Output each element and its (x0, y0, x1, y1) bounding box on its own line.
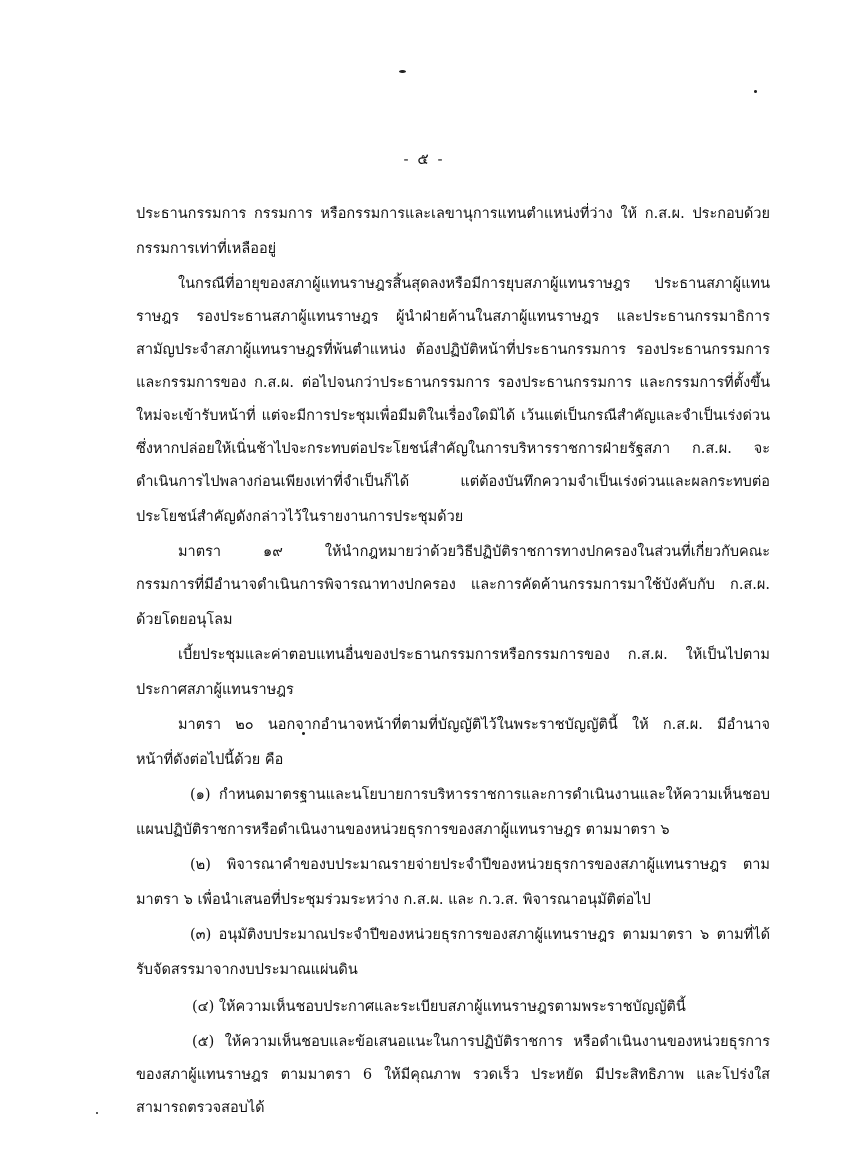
text-line: รับจัดสรรมาจากงบประมาณแผ่นดิน (136, 962, 358, 978)
text-line: มาตรา ๒๐ นอกจากอำนาจหน้าที่ตามที่บัญญัติไว้ในพระราชบัญญัตินี้ ให้ ก.ส.ผ. มีอำนาจ (178, 717, 770, 733)
paragraph (136, 989, 770, 1026)
document-body (136, 198, 770, 1125)
scan-speck (399, 70, 406, 73)
text-line: กรรมการเท่าที่เหลืออยู่ (136, 241, 277, 257)
text-line: มาตรา ๑๙ ให้นำกฎหมายว่าด้วยวิธีปฏิบัติราชการทางปกครองในส่วนที่เกี่ยวกับคณะ (178, 544, 770, 560)
text-line: (๑) กำหนดมาตรฐานและนโยบายการบริหารราชการและการดำเนินงานและให้ความเห็นชอบ (190, 787, 770, 803)
text-line: (๔) ให้ความเห็นชอบประกาศและระเบียบสภาผู้แทนราษฎรตามพระราชบัญญัตินี้ (192, 999, 686, 1015)
text-line: และกรรมการของ ก.ส.ผ. ต่อไปจนกว่าประธานกรรมการ รองประธานกรรมการ และกรรมการที่ตั้งขึ้น (136, 375, 770, 391)
text-line: หน้าที่ดังต่อไปนี้ด้วย คือ (136, 752, 284, 768)
paragraph (136, 709, 770, 779)
text-line: ราษฎร รองประธานสภาผู้แทนราษฎร ผู้นำฝ่ายค้านในสภาผู้แทนราษฎร และประธานกรรมาธิการ (136, 309, 770, 325)
paragraph (136, 1026, 770, 1125)
paragraph (136, 779, 770, 849)
text-line: ด้วยโดยอนุโลม (136, 612, 233, 628)
text-line: ประธานกรรมการ กรรมการ หรือกรรมการและเลขานุการแทนตำแหน่งที่ว่าง ให้ ก.ส.ผ. ประกอบด้วย (136, 206, 770, 222)
page-number: - ๕ - (403, 150, 445, 168)
text-line: ประกาศสภาผู้แทนราษฎร (136, 682, 294, 698)
text-line: ประโยชน์สำคัญดังกล่าวไว้ในรายงานการประชุมด้วย (136, 509, 464, 525)
text-line: ใหม่จะเข้ารับหน้าที่ แต่จะมีการประชุมเพื่อมีมติในเรื่องใดมิได้ เว้นแต่เป็นกรณีสำคัญและจำเป็นเร่งด่วน (136, 408, 770, 424)
text-line: (๕) ให้ความเห็นชอบและข้อเสนอแนะในการปฏิบัติราชการ หรือดำเนินงานของหน่วยธุรการ (192, 1034, 770, 1050)
text-line: กรรมการที่มีอำนาจดำเนินการพิจารณาทางปกครอง และการคัดค้านกรรมการมาใช้บังคับกับ ก.ส.ผ. (136, 577, 770, 593)
paragraph (136, 919, 770, 989)
scan-speck (96, 1112, 98, 1114)
text-line: มาตรา ๖ เพื่อนำเสนอที่ประชุมร่วมระหว่าง ก.ส.ผ. และ ก.ว.ส. พิจารณาอนุมัติต่อไป (136, 892, 651, 908)
text-line: ของสภาผู้แทนราษฎร ตามมาตรา 6 ให้มีคุณภาพ รวดเร็ว ประหยัด มีประสิทธิภาพ และโปร่งใส (136, 1067, 770, 1083)
text-line: ซึ่งหากปล่อยให้เนิ่นช้าไปจะกระทบต่อประโยชน์สำคัญในการบริหารราชการฝ่ายรัฐสภา ก.ส.ผ. จะ (136, 441, 770, 457)
text-line: แผนปฏิบัติราชการหรือดำเนินงานของหน่วยธุรการของสภาผู้แทนราษฎร ตามมาตรา ๖ (136, 822, 670, 838)
paragraph (136, 849, 770, 919)
text-line: สามารถตรวจสอบได้ (136, 1100, 265, 1116)
text-line: ดำเนินการไปพลางก่อนเพียงเท่าที่จำเป็นก็ได้ แต่ต้องบันทึกความจำเป็นเร่งด่วนและผลกระทบต่อ (136, 474, 770, 490)
text-line: (๒) พิจารณาคำของบประมาณรายจ่ายประจำปีของหน่วยธุรการของสภาผู้แทนราษฎร ตาม (190, 857, 770, 873)
paragraph (136, 536, 770, 639)
text-line: ในกรณีที่อายุของสภาผู้แทนราษฎรสิ้นสุดลงหรือมีการยุบสภาผู้แทนราษฎร ประธานสภาผู้แทน (178, 276, 770, 292)
scan-speck (754, 90, 757, 93)
text-line: เบี้ยประชุมและค่าตอบแทนอื่นของประธานกรรมการหรือกรรมการของ ก.ส.ผ. ให้เป็นไปตาม (178, 647, 770, 663)
text-line: สามัญประจำสภาผู้แทนราษฎรที่พ้นตำแหน่ง ต้องปฏิบัติหน้าที่ประธานกรรมการ รองประธานกรรมการ (136, 342, 770, 358)
paragraph (136, 639, 770, 709)
paragraph (136, 268, 770, 536)
paragraph (136, 198, 770, 268)
text-line: (๓) อนุมัติงบประมาณประจำปีของหน่วยธุรการของสภาผู้แทนราษฎร ตามมาตรา ๖ ตามที่ได้ (190, 927, 770, 943)
